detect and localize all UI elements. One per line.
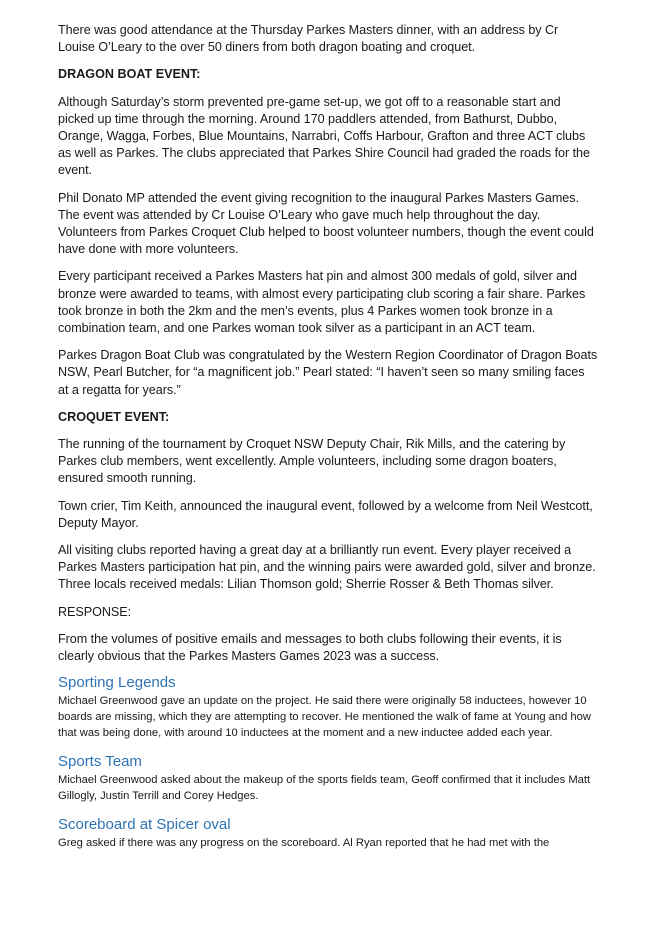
dragon-boat-paragraph-3: Every participant received a Parkes Masters hat pin and almost 300 medals of gold, silver and bronze were awarded to teams, with almost every participating club scoring a fair share. Parkes took bronze in both the 2km and the men’s events, plus 4 Parkes women took bronze in a combination team, and one Parkes woman took silver as a participant in an ACT team. (58, 269, 586, 336)
section-scoreboard (58, 815, 598, 851)
response-paragraph: From the volumes of positive emails and messages to both clubs following their events, it is clearly obvious that the Parkes Masters Games 2023 was a success. (58, 631, 562, 664)
response-heading: RESPONSE: (58, 604, 132, 619)
dragon-boat-paragraph-2: Phil Donato MP attended the event giving recognition to the inaugural Parkes Masters Games. The event was attended by Cr Louise O’Leary who gave much help throughout the day. Volunteers from Parkes Croquet Club helped to boost volunteer numbers, though the event could have done with more volunteers. (58, 190, 594, 257)
dragon-boat-paragraph-1: Although Saturday’s storm prevented pre-game set-up, we got off to a reasonable start and picked up time through the morning. Around 170 paddlers attended, from Bathurst, Dubbo, Orange, Wagga, Forbes, Blue Mountains, Narrabri, Coffs Harbour, Grafton and three ACT clubs as well as Parkes. The clubs appreciated that Parkes Shire Council had graded the roads for the event. (58, 94, 590, 178)
section-title-sports-team: Sports Team (58, 753, 142, 771)
document-page (58, 22, 598, 862)
dinner-paragraph: There was good attendance at the Thursday Parkes Masters dinner, with an address by Cr Louise O’Leary to the over 50 diners from both dragon boating and croquet. (58, 23, 559, 55)
croquet-paragraph-1: The running of the tournament by Croquet NSW Deputy Chair, Rik Mills, and the catering by Parkes club members, went excellently. Ample volunteers, including some dragon boaters, ensured smooth running. (58, 437, 566, 486)
dragon-boat-heading: DRAGON BOAT EVENT: (58, 67, 201, 82)
section-title-scoreboard: Scoreboard at Spicer oval (58, 816, 231, 834)
croquet-paragraph-3: All visiting clubs reported having a great day at a brilliantly run event. Every player received a Parkes Masters participation hat pin, and the winning pairs were awarded gold, silver and bronze. Three locals received medals: Lilian Thomson gold; Sherrie Rosser & Beth Thomas silver. (58, 543, 596, 592)
dragon-boat-paragraph-4: Parkes Dragon Boat Club was congratulated by the Western Region Coordinator of Dragon Boats NSW, Pearl Butcher, for “a magnificent job.” Pearl stated: “I haven’t seen so many smiling faces at a regatta for years.” (58, 348, 598, 397)
section-sporting-legends (58, 673, 598, 741)
section-body-sporting-legends: Michael Greenwood gave an update on the project. He said there were originally 58 inductees, however 10 boards are missing, which they are attempting to recover. He mentioned the walk of fame at Young and how that was being done, with around 10 inductees at the moment and a new inductee added each year. (58, 695, 591, 740)
section-body-sports-team: Michael Greenwood asked about the makeup of the sports fields team, Geoff confirmed that it includes Matt Gillogly, Justin Terrill and Corey Hedges. (58, 774, 591, 803)
croquet-paragraph-2: Town crier, Tim Keith, announced the inaugural event, followed by a welcome from Neil Westcott, Deputy Mayor. (58, 498, 593, 530)
section-title-sporting-legends: Sporting Legends (58, 674, 176, 692)
section-sports-team (58, 752, 598, 804)
section-body-scoreboard: Greg asked if there was any progress on the scoreboard. Al Ryan reported that he had met with the (58, 837, 550, 850)
croquet-heading: CROQUET EVENT: (58, 409, 170, 424)
